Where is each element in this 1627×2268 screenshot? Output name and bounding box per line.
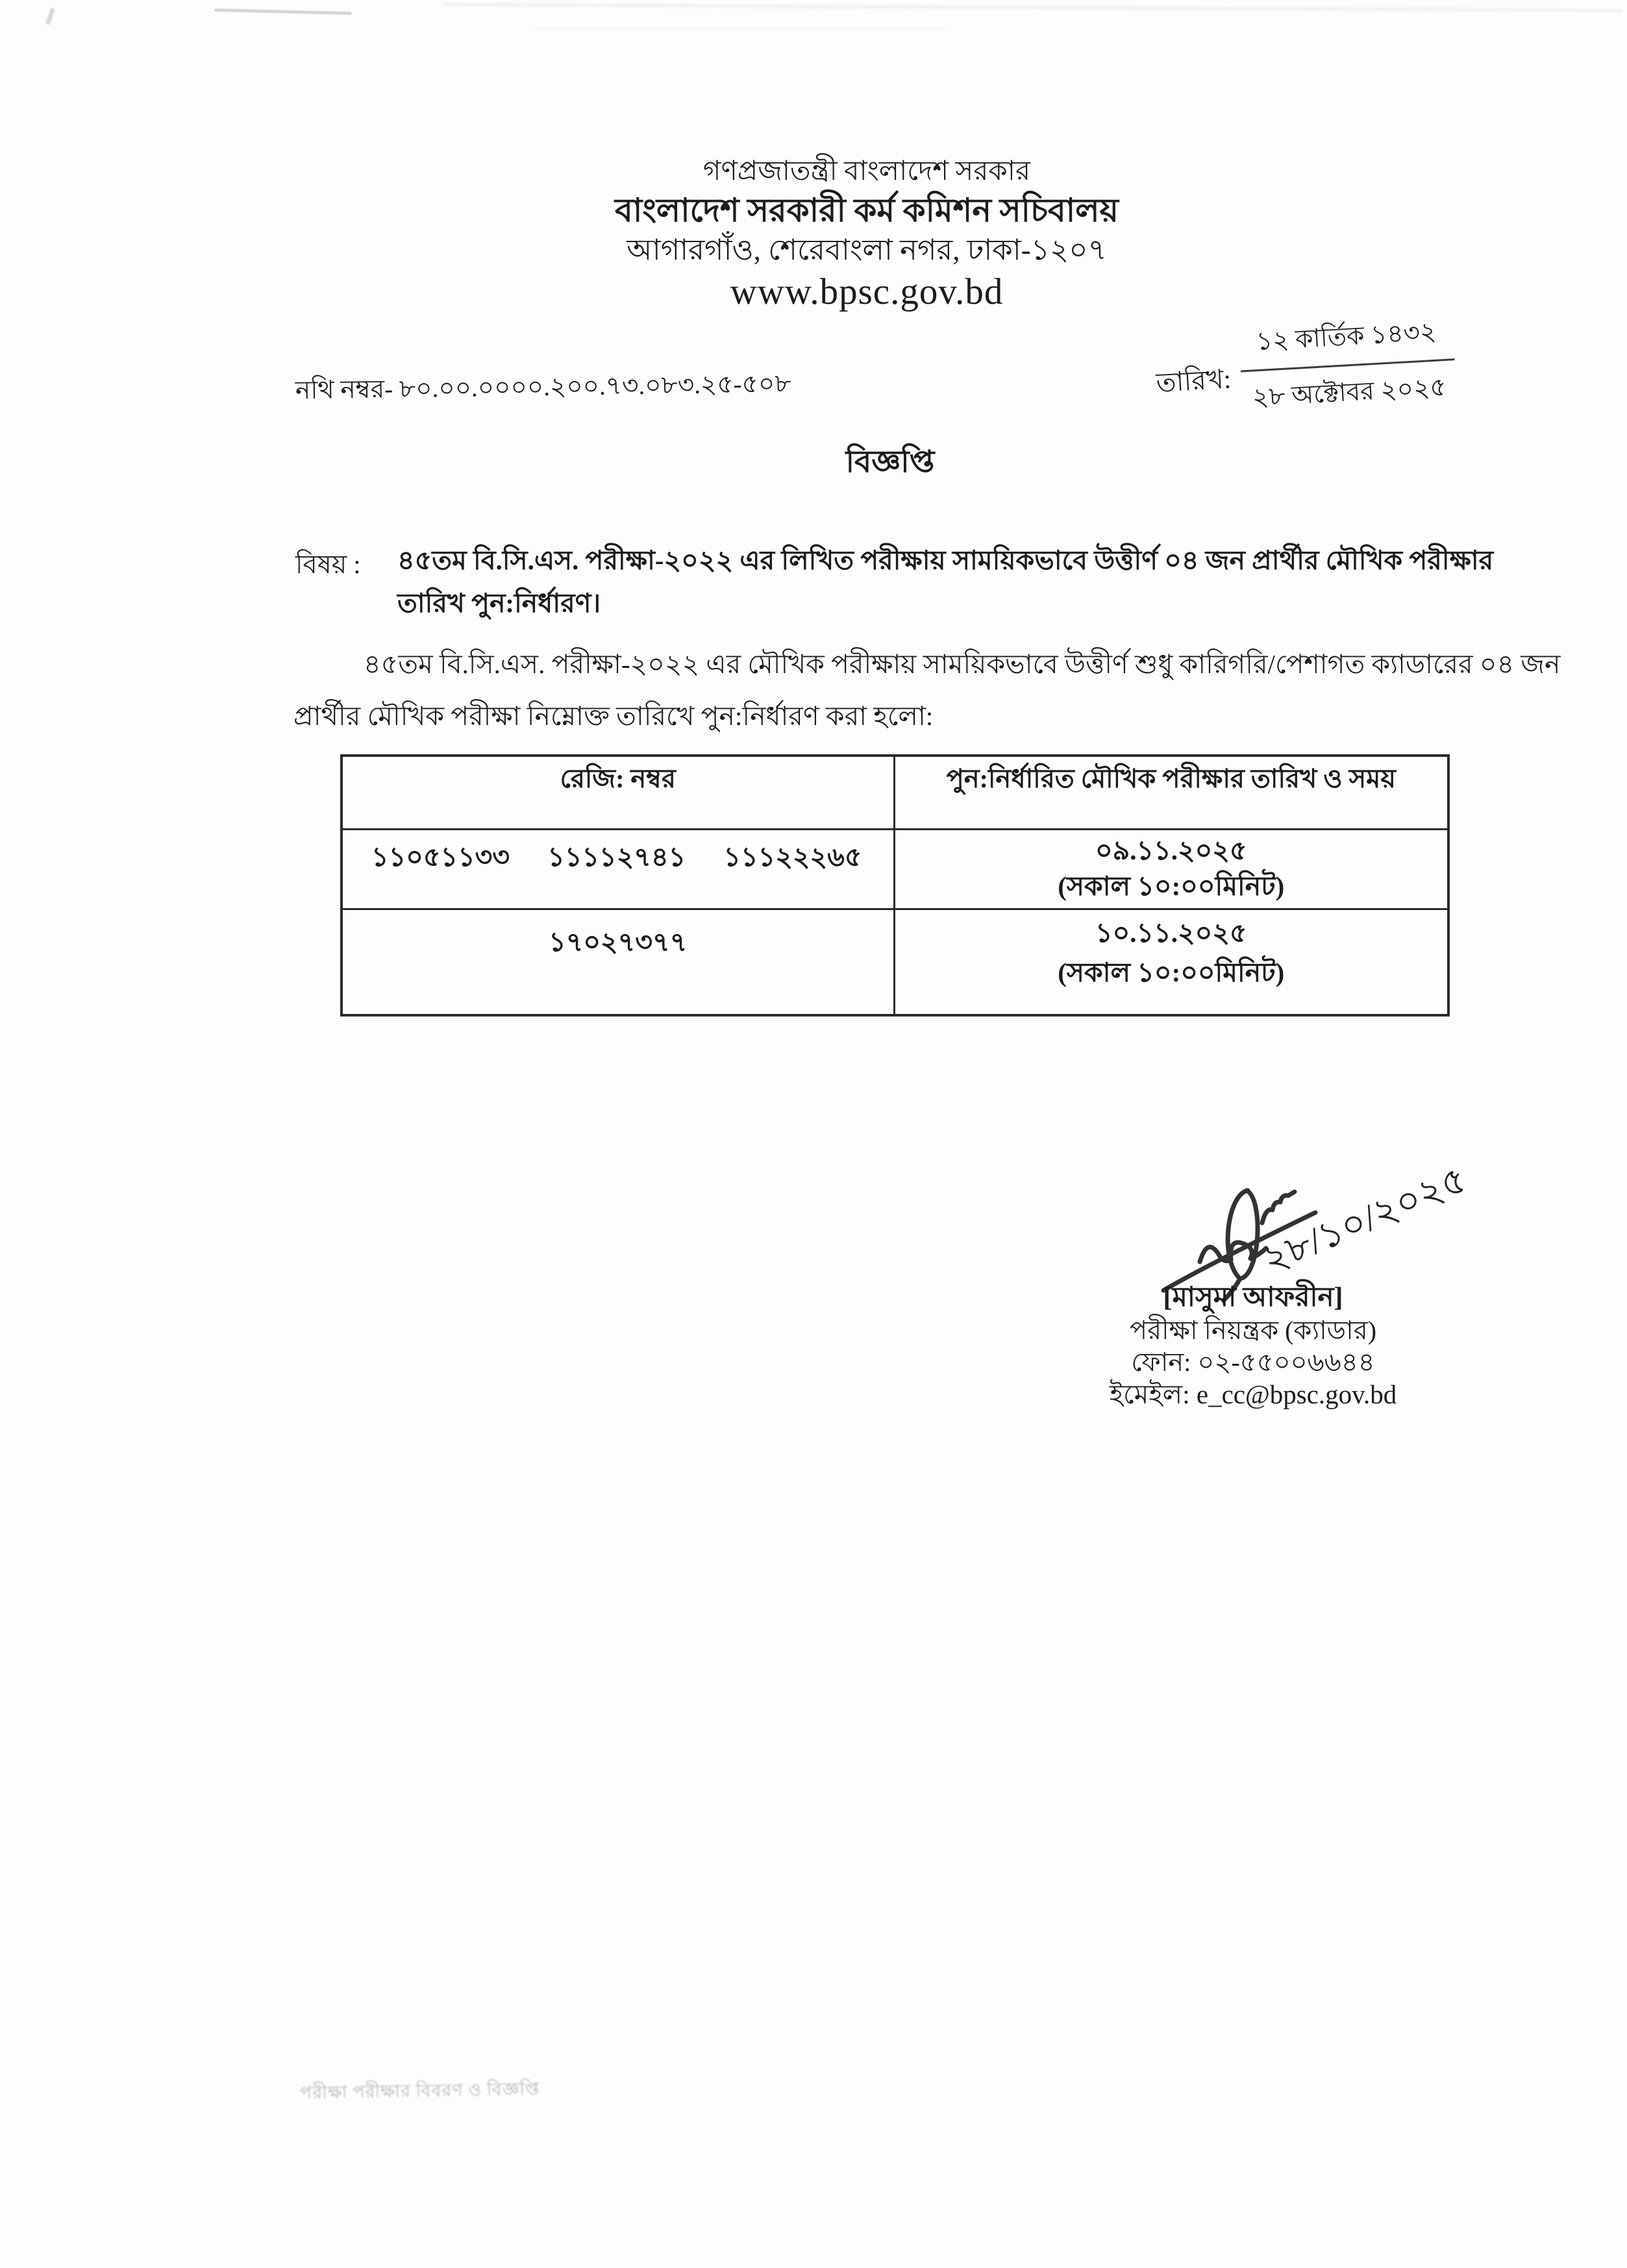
- subject-line1: ৪৫তম বি.সি.এস. পরীক্ষা-২০২২ এর লিখিত পরীক্ষায় সাময়িকভাবে উত্তীর্ণ ০৪ জন প্রার্থীর মৌখিক পরীক্ষার: [397, 545, 1494, 575]
- notice-title: বিজ্ঞপ্তি: [845, 445, 935, 479]
- date-gregorian: ২৮ অক্টোবর ২০২৫: [1251, 373, 1447, 412]
- scan-artifact-speck: [45, 8, 55, 25]
- signatory-email: ইমেইল: e_cc@bpsc.gov.bd: [1109, 1379, 1397, 1409]
- subject-line2: তারিখ পুন:নির্ধারণ।: [397, 588, 601, 618]
- table-row: [342, 909, 1448, 1016]
- signatory-phone: ফোন: ০২-৫৫০০৬৬৪৪: [1131, 1348, 1375, 1377]
- viva-date: ০৯.১১.২০২৫: [1095, 835, 1247, 865]
- date-time-cell: [894, 830, 1448, 909]
- date-stack: [1238, 311, 1458, 421]
- reg-number: ১৭০২৭৩৭৭: [549, 927, 688, 957]
- letterhead-website: www.bpsc.gov.bd: [730, 271, 1004, 312]
- body-line2: প্রার্থীর মৌখিক পরীক্ষা নিম্নোক্ত তারিখে পুন:নির্ধারণ করা হলো:: [293, 701, 934, 731]
- signatory-name: [মাসুমা আফরীন]: [1163, 1283, 1343, 1313]
- table-row: [342, 830, 1448, 909]
- table-header-row: [342, 756, 1448, 830]
- reg-numbers-cell: [342, 830, 894, 909]
- reg-number: ১১০৫১১৩৩: [371, 842, 510, 872]
- viva-schedule-table: [340, 754, 1450, 1017]
- viva-date: ১০.১১.২০২৫: [1095, 918, 1247, 948]
- col-header-rescheduled-date-time: পুন:নির্ধারিত মৌখিক পরীক্ষার তারিখ ও সময়: [894, 756, 1448, 830]
- col-header-reg-number: রেজি: নম্বর: [342, 756, 894, 830]
- scan-artifact-top-streak: [214, 8, 352, 14]
- reg-number: ১১১২২২৬৫: [723, 842, 862, 872]
- letterhead-address: আগারগাঁও, শেরেবাংলা নগর, ঢাকা-১২০৭: [627, 234, 1107, 266]
- scan-artifact-top-line-2: [532, 29, 948, 30]
- date-bangla: ১২ কার্তিক ১৪৩২: [1238, 311, 1455, 372]
- signatory-designation: পরীক্ষা নিয়ন্ত্রক (ক্যাডার): [1129, 1316, 1377, 1345]
- viva-time: (সকাল ১০:০০মিনিট): [1058, 871, 1285, 902]
- signature-date-text: ২৮/১০/২০২৫: [1256, 1157, 1473, 1281]
- memo-number: নথি নম্বর- ৮০.০০.০০০০.২০০.৭৩.০৮৩.২৫-৫০৮: [295, 369, 791, 405]
- reg-numbers-cell: [342, 909, 894, 1016]
- body-line1: ৪৫তম বি.সি.এস. পরীক্ষা-২০২২ এর মৌখিক পরীক্ষায় সাময়িকভাবে উত্তীর্ণ শুধু কারিগরি/পেশাগত ক্যাডারের ০৪ জন: [364, 649, 1561, 679]
- scan-artifact-top-line: [441, 3, 1623, 12]
- bleedthrough-faint-text: পরীক্ষা পরীক্ষার বিবরণ ও বিজ্ঞপ্তি: [299, 2078, 540, 2103]
- letterhead-organization: বাংলাদেশ সরকারী কর্ম কমিশন সচিবালয়: [615, 192, 1119, 228]
- date-block: [1153, 311, 1458, 426]
- letterhead-government: গণপ্রজাতন্ত্রী বাংলাদেশ সরকার: [702, 156, 1031, 186]
- date-label: তারিখ:: [1155, 364, 1232, 398]
- reg-number: ১১১১২৭৪১: [547, 842, 686, 872]
- viva-time: (সকাল ১০:০০মিনিট): [1058, 957, 1285, 988]
- date-time-cell: [894, 909, 1448, 1016]
- subject-label: বিষয় :: [295, 550, 361, 579]
- signatory-block: [993, 1284, 1513, 1408]
